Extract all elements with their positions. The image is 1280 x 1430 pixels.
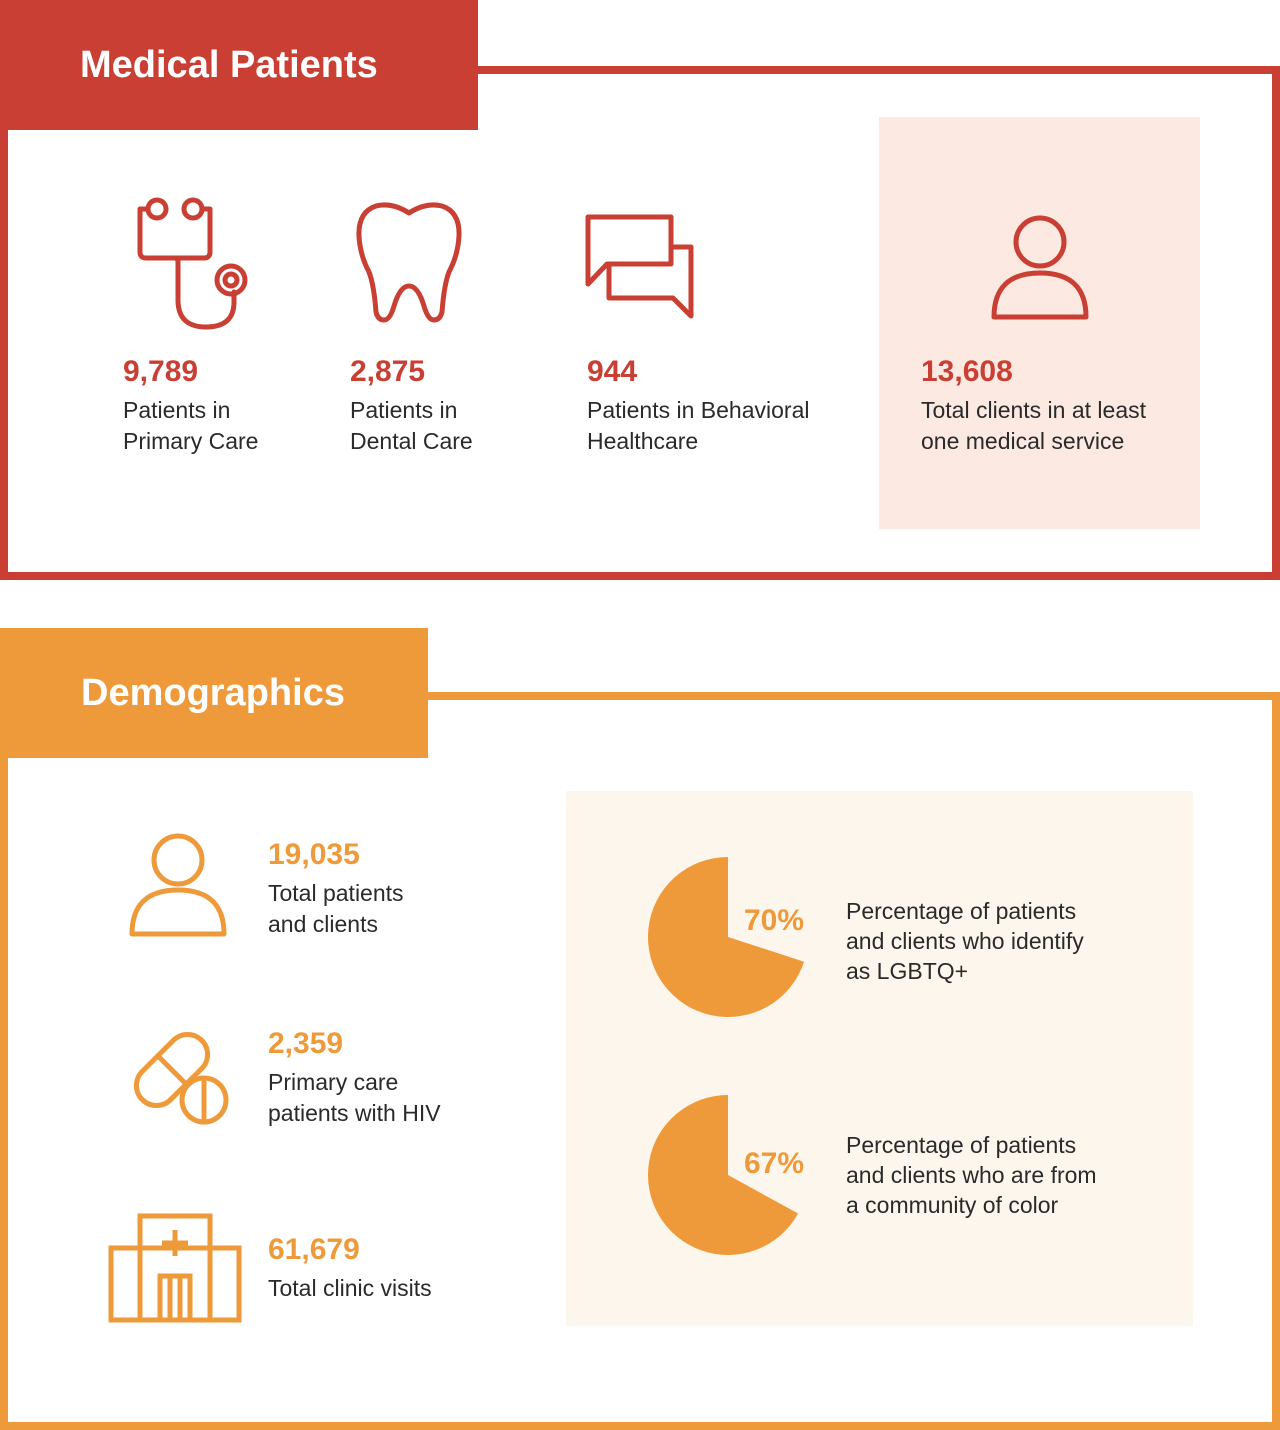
stat-label-line: Total clients in at least [921, 397, 1147, 423]
pill-icon [126, 1024, 232, 1130]
stat-label-line: Primary care [268, 1069, 399, 1095]
person-icon [988, 213, 1092, 323]
medical-section-title: Medical Patients [0, 0, 478, 130]
pie-desc-line: as LGBTQ+ [846, 958, 969, 984]
person-icon [126, 832, 230, 940]
stat-value: 61,679 [268, 1233, 360, 1266]
stat-label-line: Dental Care [350, 428, 473, 454]
stat-label-line: Patients in Behavioral [587, 397, 810, 423]
stat-value: 9,789 [123, 355, 199, 388]
stat-value: 13,608 [921, 355, 1013, 388]
stethoscope-icon [130, 192, 255, 337]
pie-desc-line: and clients who are from [846, 1162, 1097, 1188]
stat-label-line: and clients [268, 911, 378, 937]
pie-lgbtq [647, 856, 809, 1018]
stat-hiv-patients [268, 1029, 441, 1129]
stat-label-line: patients with HIV [268, 1100, 441, 1126]
stat-total-medical-clients [921, 357, 1146, 457]
stat-value: 2,875 [350, 355, 426, 388]
stat-value: 944 [587, 355, 638, 388]
pie-desc-line: a community of color [846, 1192, 1059, 1218]
stat-clinic-visits [268, 1235, 432, 1304]
stat-label-line: Patients in [123, 397, 231, 423]
stat-label-line: Total clinic visits [268, 1275, 432, 1301]
pie-desc-line: and clients who identify [846, 928, 1084, 954]
stat-total-patients-clients [268, 840, 404, 940]
stat-primary-care [123, 357, 258, 457]
stat-label-line: Patients in [350, 397, 458, 423]
chat-bubbles-icon [583, 212, 698, 324]
stat-value: 2,359 [268, 1027, 344, 1060]
stat-label-line: Healthcare [587, 428, 699, 454]
pie-description-community-of-color [846, 1130, 1146, 1220]
pie-desc-line: Percentage of patients [846, 898, 1077, 924]
stat-label-line: Primary Care [123, 428, 259, 454]
medical-total-highlight [879, 117, 1200, 529]
pie-percent-label: 70% [744, 904, 805, 937]
stat-dental-care [350, 357, 473, 457]
pie-percent-label: 67% [744, 1147, 805, 1180]
pie-description-lgbtq [846, 896, 1146, 986]
demographics-section-title: Demographics [0, 628, 428, 758]
stat-behavioral-healthcare [587, 357, 809, 457]
tooth-icon [352, 200, 472, 325]
pie-desc-line: Percentage of patients [846, 1132, 1077, 1158]
hospital-icon [106, 1210, 246, 1328]
stat-label-line: one medical service [921, 428, 1125, 454]
pie-slice-lgbtq [648, 857, 804, 1017]
stat-value: 19,035 [268, 838, 360, 871]
stat-label-line: Total patients [268, 880, 404, 906]
